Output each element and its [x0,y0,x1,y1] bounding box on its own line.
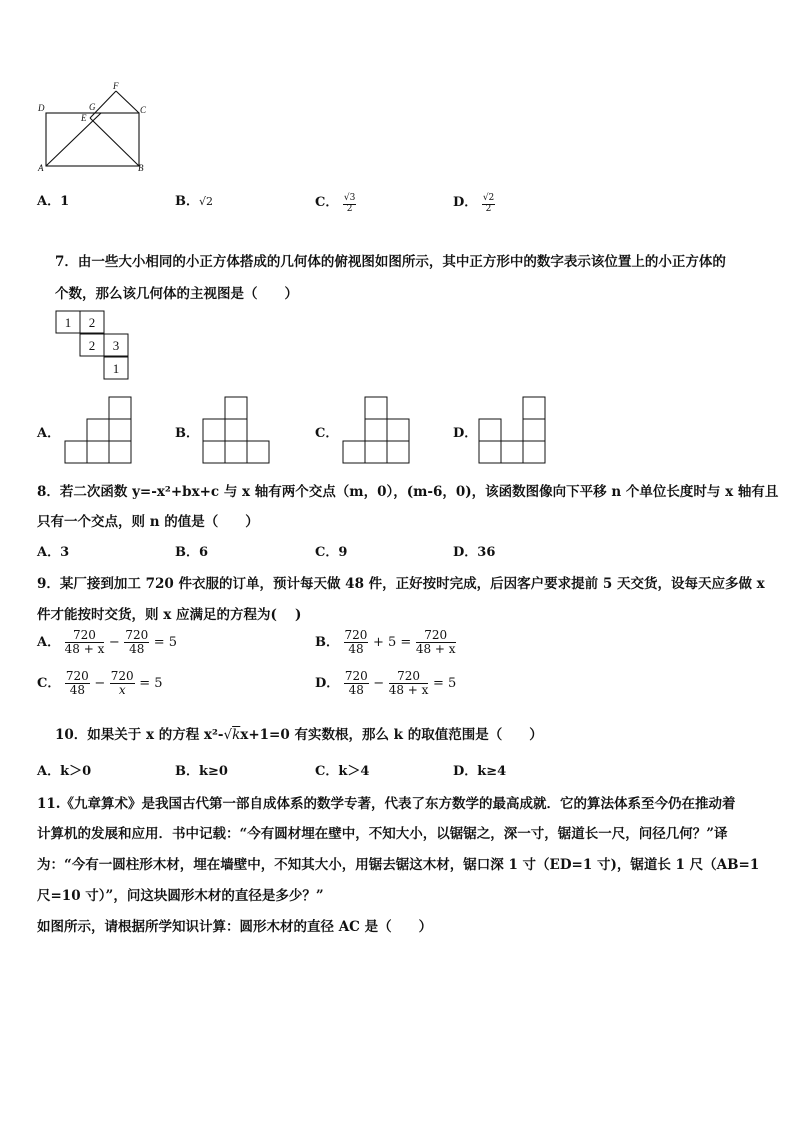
q11-stem-line5: 如图所示，请根据所学知识计算：圆形木材的直径 AC 是（ ） [37,919,433,935]
q6-option-d-fraction: $\frac{√2}{2}$ [482,193,495,214]
grid-number: 3 [112,338,120,353]
q7-option-a-label[interactable]: A． [37,426,61,441]
q7-option-c-label[interactable]: C． [315,426,339,441]
q7-option-d-view[interactable] [477,396,549,468]
q7-option-d-label[interactable]: D． [453,426,478,441]
label-c: C [140,105,147,115]
grid-number: 1 [64,315,72,330]
segment-be [90,118,139,166]
label-f: F [113,81,119,91]
q7-stem-line1: 7．由一些大小相同的小正方体搭成的几何体的俯视图如图所示，其中正方形中的数字表示该位置上的小正方体的 [55,254,726,270]
q9-option-c[interactable]: C． $\frac{720}{48}$ − $\frac{720}{x}$ = 5 [37,669,163,698]
q8-option-a[interactable]: A．3 [37,545,70,560]
q7-option-b-view[interactable] [201,396,273,468]
q9-option-b[interactable]: B． $\frac{720}{48}$ + 5 = $\frac{720}{48 + x}$ [315,628,456,657]
q10-option-c[interactable]: C．k＞4 [315,764,370,779]
q9-stem-line1: 9．某厂接到加工 720 件衣服的订单，预计每天做 48 件，正好按时完成，后因客户要求提前 5 天交货，设每天应多做 x [37,576,765,592]
q8-stem-line2: 只有一个交点，则 n 的值是（ ） [37,514,259,530]
grid-number: 2 [88,338,96,353]
q10-stem: 10．如果关于 x 的方程 x²-√kx+1=0 有实数根，那么 k 的取值范围是（ ） [55,727,543,743]
q8-option-d[interactable]: D．36 [453,545,496,560]
q10-option-a[interactable]: A．k＞0 [37,764,92,779]
label-b: B [138,163,144,172]
q8-stem-line1: 8．若二次函数 y=-x²+bx+c 与 x 轴有两个交点（m，0），(m-6，0)，该函数图像向下平移 n 个单位长度时与 x 轴有且 [37,484,779,500]
label-e: E [81,113,87,123]
q10-option-b[interactable]: B．k≥0 [175,764,228,779]
q7-top-view-grid [55,310,135,385]
q7-option-c-view[interactable] [341,396,413,468]
q6-option-c[interactable]: C． $\frac{√3}{2}$ [315,193,356,214]
q11-stem-line4: 尺=10 寸）”，问这块圆形木材的直径是多少？” [37,888,324,904]
grid-number: 1 [112,361,120,376]
label-d: D [38,103,45,113]
q7-option-a-view[interactable] [63,396,135,468]
q11-stem-line3: 为：“今有一圆柱形木材，埋在墙壁中，不知其大小，用锯去锯这木材，锯口深 1 寸（ED=1 寸)，锯道长 1 尺（AB=1 [37,857,760,873]
q9-option-a[interactable]: A． $\frac{720}{48 + x}$ − $\frac{720}{48}$ = 5 [37,628,178,657]
q11-stem-line2: 计算机的发展和应用．书中记载：“今有圆材埋在壁中，不知大小，以锯锯之，深一寸，锯道长一尺，问径几何？”译 [37,826,728,842]
q9-stem-line2: 件才能按时交货，则 x 应满足的方程为( ) [37,607,302,623]
q8-option-b[interactable]: B．6 [175,545,209,560]
q7-stem-line2: 个数，那么该几何体的主视图是（ ） [55,286,298,302]
q6-option-a[interactable]: A．1 [37,194,70,209]
q8-option-c[interactable]: C．9 [315,545,348,560]
q6-geometry-figure [34,80,154,172]
q11-stem-line1: 11.《九章算术》是我国古代第一部自成体系的数学专著，代表了东方数学的最高成就．它的算法体系至今仍在推动着 [37,796,736,812]
q9-option-d[interactable]: D． $\frac{720}{48}$ − $\frac{720}{48 + x}$ = 5 [315,669,457,698]
sqrt-symbol: √ [223,727,233,743]
label-a: A [38,163,44,172]
q7-option-b-label[interactable]: B． [175,426,199,441]
q10-option-d[interactable]: D．k≥4 [453,764,507,779]
segment-fc [116,91,139,113]
label-g: G [89,102,96,112]
grid-number: 2 [88,315,96,330]
q6-option-d[interactable]: D． $\frac{√2}{2}$ [453,193,495,214]
q6-option-b[interactable]: B．√2 [175,194,214,209]
q6-option-c-fraction: $\frac{√3}{2}$ [343,193,356,214]
